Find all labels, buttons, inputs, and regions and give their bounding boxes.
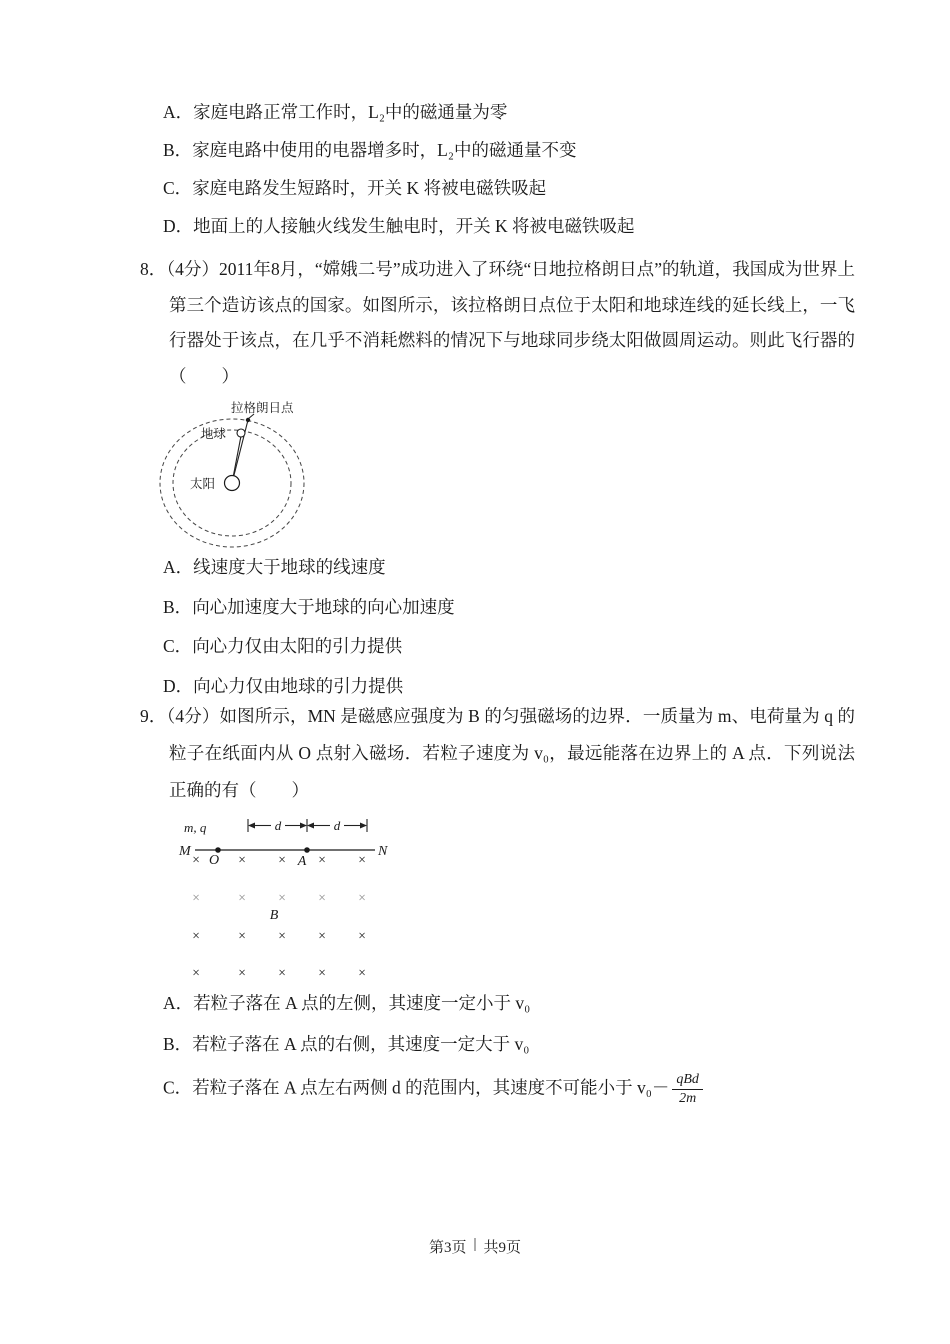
q9-option-c bbox=[163, 1072, 703, 1107]
arrowhead-right-2 bbox=[360, 823, 367, 829]
q8-option-a bbox=[163, 548, 455, 588]
q9-stem-text: （4分）如图所示，MN 是磁感应强度为 B 的匀强磁场的边界．一质量为 m、电荷量为 q 的粒子在纸面内从 O 点射入磁场．若粒子速度为 v₀，最远能落在边界上的 A 点．下列说法正确的有（ ） bbox=[166, 706, 856, 800]
field-cross-icon: × bbox=[278, 852, 286, 867]
field-cross-icon: × bbox=[238, 965, 246, 980]
footer-total-pages: 共9页 bbox=[483, 1240, 522, 1256]
q8-stem bbox=[140, 252, 855, 394]
field-cross-icon: × bbox=[318, 965, 326, 980]
option-label: C． bbox=[163, 1077, 193, 1098]
sun-circle bbox=[225, 476, 240, 491]
field-b-label: B bbox=[269, 908, 279, 923]
earth-label: 地球 bbox=[201, 427, 227, 441]
field-cross-icon: × bbox=[318, 890, 326, 905]
field-cross-icon: × bbox=[192, 852, 200, 867]
fraction-numerator: qBd bbox=[672, 1072, 703, 1090]
field-cross-icon: × bbox=[192, 965, 200, 980]
a-label: A bbox=[297, 854, 307, 869]
option-label: B． bbox=[163, 140, 193, 160]
q9-stem bbox=[140, 698, 855, 809]
q8-option-c bbox=[163, 627, 455, 667]
q7-option-d bbox=[163, 207, 635, 245]
field-cross-icon: × bbox=[358, 852, 366, 867]
q9-number: 9． bbox=[140, 706, 167, 726]
lagrange-point bbox=[246, 418, 250, 422]
field-cross-icon: × bbox=[278, 890, 286, 905]
page-footer bbox=[0, 1236, 950, 1257]
field-cross-icon: × bbox=[278, 928, 286, 943]
field-cross-icon: × bbox=[238, 890, 246, 905]
field-cross-icon: × bbox=[192, 928, 200, 943]
cross-grid bbox=[192, 852, 366, 980]
option-label: B． bbox=[163, 596, 193, 617]
q8-figure-lagrange bbox=[158, 400, 310, 552]
q9-options bbox=[163, 990, 703, 1122]
field-cross-icon: × bbox=[358, 890, 366, 905]
field-cross-icon: × bbox=[318, 852, 326, 867]
option-label: B． bbox=[163, 1034, 193, 1054]
q7-option-c bbox=[163, 169, 635, 207]
option-label: C． bbox=[163, 178, 193, 198]
footer-separator: | bbox=[473, 1236, 477, 1252]
q9-option-b bbox=[163, 1031, 703, 1057]
field-cross-icon: × bbox=[238, 852, 246, 867]
o-point bbox=[215, 847, 221, 853]
m-boundary-label: M bbox=[179, 844, 191, 859]
n-boundary-label: N bbox=[378, 844, 388, 859]
option-text: 若粒子落在 A 点的右侧，其速度一定大于 v₀ bbox=[192, 1034, 530, 1054]
o-label: O bbox=[208, 853, 220, 868]
option-label: A． bbox=[163, 993, 194, 1013]
q8-options bbox=[163, 548, 455, 706]
q9-option-a bbox=[163, 990, 703, 1016]
arrowhead-left-2 bbox=[307, 823, 314, 829]
q7-option-b bbox=[163, 131, 635, 169]
option-label: C． bbox=[163, 636, 193, 656]
option-text: 向心加速度大于地球的向心加速度 bbox=[192, 596, 455, 617]
fraction-qBd-over-2m bbox=[672, 1072, 703, 1107]
sun-label: 太阳 bbox=[190, 477, 216, 491]
option-text: 向心力仅由太阳的引力提供 bbox=[192, 636, 403, 656]
q8-option-b bbox=[163, 588, 455, 628]
option-text: 线速度大于地球的线速度 bbox=[193, 557, 386, 577]
d-label-2: d bbox=[333, 818, 341, 833]
field-cross-icon: × bbox=[238, 928, 246, 943]
field-cross-icon: × bbox=[192, 890, 200, 905]
q7-option-a bbox=[163, 93, 635, 131]
a-point bbox=[304, 847, 310, 853]
q8-number: 8． bbox=[140, 259, 167, 279]
field-cross-icon: × bbox=[358, 965, 366, 980]
option-label: D． bbox=[163, 675, 194, 696]
field-cross-icon: × bbox=[358, 928, 366, 943]
field-cross-icon: × bbox=[278, 965, 286, 980]
option-text: 若粒子落在 A 点左右两侧 d 的范围内，其速度不可能小于 v₀－ bbox=[192, 1077, 670, 1098]
option-label: A． bbox=[163, 102, 194, 122]
field-cross-icon: × bbox=[318, 928, 326, 943]
option-text: 家庭电路中使用的电器增多时，L₂中的磁通量不变 bbox=[192, 140, 577, 160]
option-label: D． bbox=[163, 216, 194, 236]
q8-stem-text: （4分）2011年8月，“嫦娥二号”成功进入了环绕“日地拉格朗日点”的轨道，我国成为世界上第三个造访该点的国家。如图所示，该拉格朗日点位于太阳和地球连线的延长线上，一飞行器处于该点，在几乎不消耗燃料的情况下与地球同步绕太阳做圆周运动。则此飞行器的（ ） bbox=[166, 259, 856, 386]
mq-label: m, q bbox=[184, 820, 207, 835]
arrowhead-right-1 bbox=[300, 823, 307, 829]
d-label-1: d bbox=[274, 818, 282, 833]
option-label: A． bbox=[163, 557, 194, 577]
option-text: 地面上的人接触火线发生触电时，开关 K 将被电磁铁吸起 bbox=[193, 216, 635, 236]
fraction-denominator: 2m bbox=[679, 1091, 697, 1107]
q9-figure-field bbox=[178, 816, 390, 986]
option-text: 家庭电路发生短路时，开关 K 将被电磁铁吸起 bbox=[192, 178, 547, 198]
option-text: 向心力仅由地球的引力提供 bbox=[193, 675, 404, 696]
arrowhead-left-1 bbox=[248, 823, 255, 829]
lagrange-label: 拉格朗日点 bbox=[231, 401, 294, 415]
footer-page-number: 第3页 bbox=[428, 1240, 467, 1256]
option-text: 家庭电路正常工作时，L₂中的磁通量为零 bbox=[193, 102, 508, 122]
earth-circle bbox=[237, 429, 245, 437]
option-text: 若粒子落在 A 点的左侧，其速度一定小于 v₀ bbox=[193, 993, 531, 1013]
q7-options bbox=[163, 93, 635, 245]
